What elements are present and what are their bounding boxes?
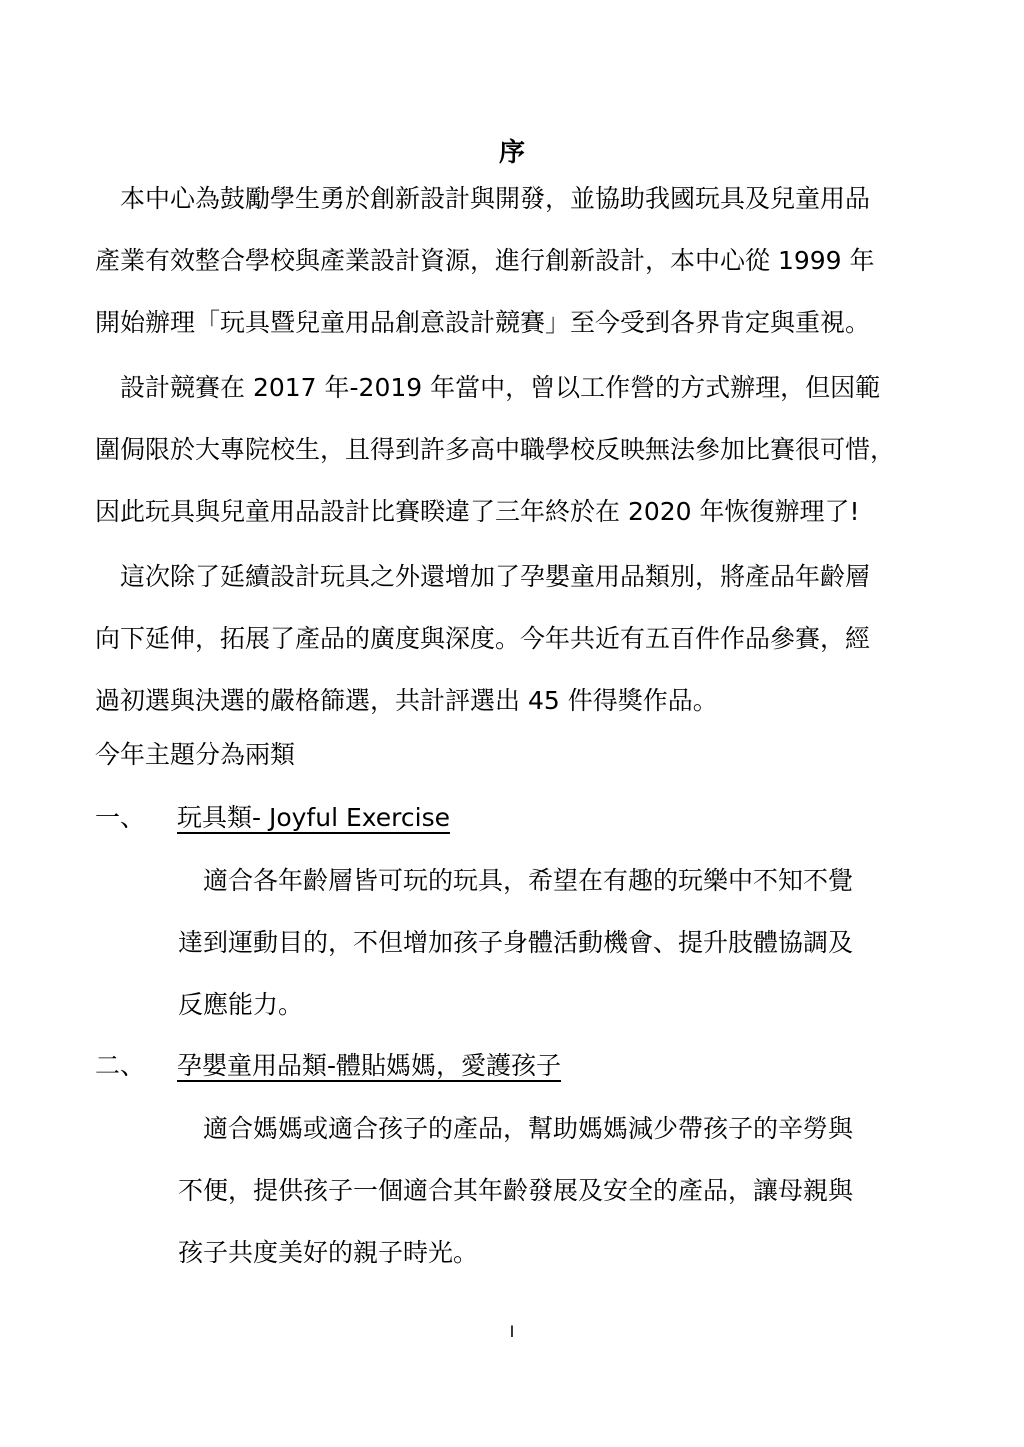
category-heading: 玩具類- Joyful Exercise: [177, 803, 450, 832]
category-item-1: [95, 798, 450, 838]
description-line: 適合媽媽或適合孩子的產品，幫助媽媽減少帶孩子的辛勞與: [203, 1114, 854, 1143]
paragraph-line: 產業有效整合學校與產業設計資源，進行創新設計，本中心從 1999 年: [95, 246, 875, 275]
paragraph-line: 開始辦理「玩具暨兒童用品創意設計競賽」至今受到各界肯定與重視。: [95, 308, 871, 337]
paragraph-line: 這次除了延續設計玩具之外還增加了孕嬰童用品類別，將產品年齡層: [120, 562, 871, 591]
description-line: 反應能力。: [178, 990, 304, 1019]
description-line: 達到運動目的，不但增加孩子身體活動機會、提升肢體協調及: [178, 928, 854, 957]
page-number: I: [509, 1322, 515, 1341]
page-title: 序: [498, 138, 525, 168]
category-description-1: [178, 850, 938, 1036]
paragraph-2: [95, 357, 940, 543]
paragraph-line: 設計競賽在 2017 年-2019 年當中，曾以工作營的方式辦理，但因範: [120, 373, 881, 402]
category-number: 二、: [95, 1051, 146, 1080]
paragraph-line: 本中心為鼓勵學生勇於創新設計與開發，並協助我國玩具及兒童用品: [120, 184, 871, 213]
category-number: 一、: [95, 803, 146, 832]
paragraph-1: [95, 168, 940, 354]
description-line: 適合各年齡層皆可玩的玩具，希望在有趣的玩樂中不知不覺: [203, 866, 854, 895]
paragraph-line: 因此玩具與兒童用品設計比賽睽違了三年終於在 2020 年恢復辦理了!: [95, 497, 860, 526]
theme-intro-text: 今年主題分為兩類: [95, 740, 296, 769]
description-line: 孩子共度美好的親子時光。: [178, 1238, 479, 1267]
category-item-2: [95, 1046, 561, 1086]
paragraph-line: 過初選與決選的嚴格篩選，共計評選出 45 件得獎作品。: [95, 686, 718, 715]
paragraph-line: 圍侷限於大專院校生，且得到許多高中職學校反映無法參加比賽很可惜，: [95, 435, 896, 464]
paragraph-3: [95, 546, 940, 732]
category-description-2: [178, 1098, 938, 1284]
category-heading: 孕嬰童用品類-體貼媽媽，愛護孩子: [177, 1051, 562, 1080]
theme-intro: [95, 724, 940, 786]
description-line: 不便，提供孩子一個適合其年齡發展及安全的產品，讓母親與: [178, 1176, 854, 1205]
paragraph-line: 向下延伸，拓展了產品的廣度與深度。今年共近有五百件作品參賽，經: [95, 624, 871, 653]
